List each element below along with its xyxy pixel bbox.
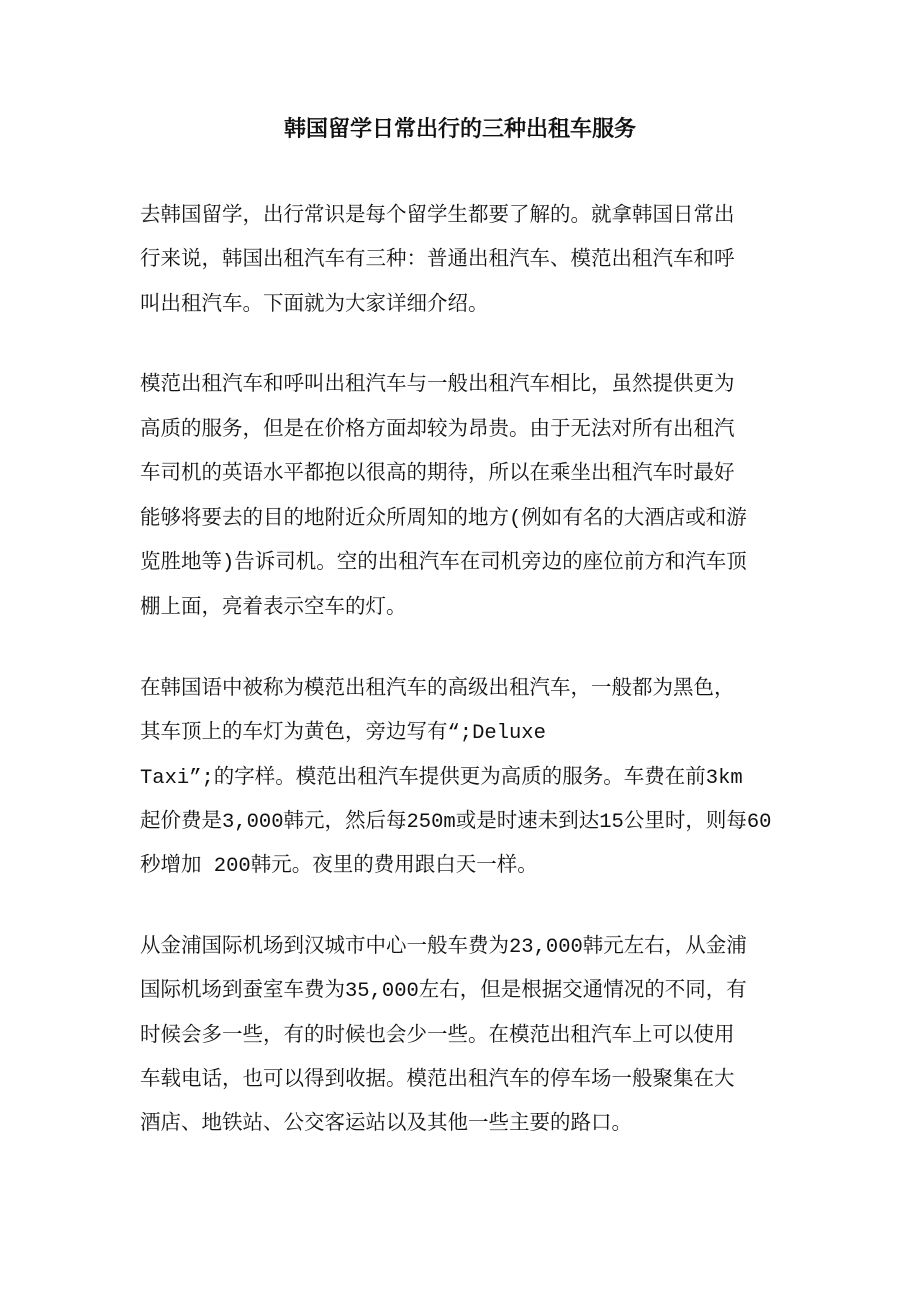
text-line: 高质的服务，但是在价格方面却较为昂贵。由于无法对所有出租汽	[140, 419, 735, 442]
text-line: Taxi”;的字样。模范出租汽车提供更为高质的服务。车费在前3km	[140, 767, 743, 790]
text-line: 叫出租汽车。下面就为大家详细介绍。	[140, 294, 489, 317]
text-line: 秒增加 200韩元。夜里的费用跟白天一样。	[140, 855, 538, 878]
text-line: 时候会多一些，有的时候也会少一些。在模范出租汽车上可以使用	[140, 1025, 735, 1048]
text-line: 车载电话，也可以得到收据。模范出租汽车的停车场一般聚集在大	[140, 1069, 735, 1092]
text-line: 酒店、地铁站、公交客运站以及其他一些主要的路口。	[140, 1113, 632, 1136]
text-line: 在韩国语中被称为模范出租汽车的高级出租汽车，一般都为黑色，	[140, 678, 735, 701]
text-line: 棚上面，亮着表示空车的灯。	[140, 597, 407, 620]
text-line: 模范出租汽车和呼叫出租汽车与一般出租汽车相比，虽然提供更为	[140, 374, 735, 397]
text-line: 国际机场到蚕室车费为35,000左右，但是根据交通情况的不同，有	[140, 980, 747, 1003]
document-title: 韩国留学日常出行的三种出租车服务	[283, 118, 636, 143]
text-line: 车司机的英语水平都抱以很高的期待，所以在乘坐出租汽车时最好	[140, 463, 735, 486]
text-line: 览胜地等)告诉司机。空的出租汽车在司机旁边的座位前方和汽车顶	[140, 552, 747, 575]
text-line: 能够将要去的目的地附近众所周知的地方(例如有名的大酒店或和游	[140, 508, 747, 531]
text-line: 起价费是3,000韩元，然后每250m或是时速未到达15公里时，则每60	[140, 811, 772, 834]
text-line: 去韩国留学，出行常识是每个留学生都要了解的。就拿韩国日常出	[140, 205, 735, 228]
text-line: 行来说，韩国出租汽车有三种：普通出租汽车、模范出租汽车和呼	[140, 249, 735, 272]
text-line: 从金浦国际机场到汉城市中心一般车费为23,000韩元左右，从金浦	[140, 936, 747, 959]
text-line: 其车顶上的车灯为黄色，旁边写有“;Deluxe	[140, 722, 546, 745]
